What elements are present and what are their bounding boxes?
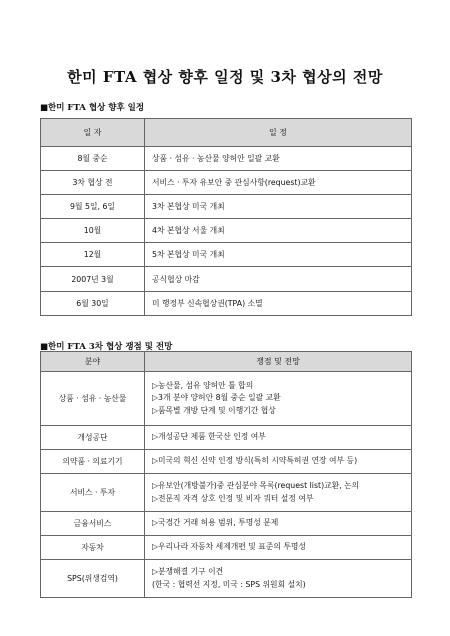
issue-point-line: ▷유보안(개방불가)중 관심분야 목록(request list)교환, 논의 xyxy=(152,481,360,490)
table-row xyxy=(41,536,412,560)
schedule-event-cell: 서비스 · 투자 유보안 중 관심사항(request)교환 xyxy=(145,171,412,195)
issue-points-cell xyxy=(145,450,412,474)
issue-points-cell xyxy=(145,560,412,598)
table-row xyxy=(41,195,412,219)
schedule-col-event: 일 정 xyxy=(145,119,412,147)
schedule-date-cell: 6월 30일 xyxy=(41,291,145,315)
issues-table xyxy=(40,351,412,598)
table-row xyxy=(41,450,412,474)
issue-point-line: ▷국경간 거래 허용 범위, 투명성 문제 xyxy=(152,518,279,528)
issue-points-cell xyxy=(145,426,412,450)
issue-point-line: ▷3개 분야 양허안 8월 중순 일괄 교환 xyxy=(152,393,281,403)
issue-field-cell: 개성공단 xyxy=(41,426,145,450)
schedule-event-cell: 3차 본협상 미국 개최 xyxy=(145,195,412,219)
table-row xyxy=(41,291,412,315)
table-row xyxy=(41,372,412,426)
issue-point-line: ▷미국의 혁신 신약 인정 방식(특히 시약특허권 연장 여부 등) xyxy=(152,456,358,466)
table-row xyxy=(41,512,412,536)
table-row xyxy=(41,474,412,512)
table-row xyxy=(41,171,412,195)
issue-point-line: ▷품목별 개방 단계 및 이행기간 협상 xyxy=(152,405,276,415)
issue-field-cell: 상품 · 섬유 · 농산물 xyxy=(41,372,145,426)
schedule-event-cell: 공식협상 마감 xyxy=(145,267,412,291)
issue-point-line: ▷분쟁해결 기구 이견 xyxy=(152,567,224,576)
issue-points-cell xyxy=(145,474,412,512)
table-row xyxy=(41,219,412,243)
schedule-col-date: 일 자 xyxy=(41,119,145,147)
page-title: 한미 FTA 협상 향후 일정 및 3차 협상의 전망 xyxy=(67,68,383,86)
issue-field-cell: 서비스 · 투자 xyxy=(41,474,145,512)
issue-field-cell: 자동차 xyxy=(41,536,145,560)
schedule-event-cell: 4차 본협상 서울 개최 xyxy=(145,219,412,243)
issue-field-cell: SPS(위생검역) xyxy=(41,560,145,598)
schedule-header-row xyxy=(41,119,412,147)
issue-point-line: ▷전문직 자격 상호 인정 및 비자 쿼터 설정 여부 xyxy=(152,493,314,503)
table-row xyxy=(41,426,412,450)
schedule-date-cell: 10월 xyxy=(41,219,145,243)
schedule-date-cell: 2007년 3월 xyxy=(41,267,145,291)
issues-header-row xyxy=(41,352,412,372)
schedule-date-cell: 12월 xyxy=(41,243,145,267)
issues-col-points: 쟁점 및 전망 xyxy=(145,352,412,372)
schedule-date-cell: 8월 중순 xyxy=(41,147,145,171)
schedule-event-cell: 상품 · 섬유 · 농산물 양허안 일괄 교환 xyxy=(145,147,412,171)
issue-point-line: (한국 : 협력선 지정, 미국 : SPS 위원회 설치) xyxy=(152,579,306,589)
table-row xyxy=(41,147,412,171)
issues-heading: ■한미 FTA 3차 협상 쟁점 및 전망 xyxy=(40,342,173,352)
schedule-table xyxy=(40,118,412,316)
issue-point-line: ▷우리나라 자동차 세제개편 및 표준의 투명성 xyxy=(152,542,306,552)
issue-points-cell xyxy=(145,372,412,426)
schedule-date-cell: 9월 5일, 6일 xyxy=(41,195,145,219)
table-row xyxy=(41,560,412,598)
issue-point-line: ▷개성공단 제품 한국산 인정 여부 xyxy=(152,432,266,442)
table-row xyxy=(41,243,412,267)
issue-points-cell xyxy=(145,512,412,536)
issue-field-cell: 의약품 · 의료기기 xyxy=(41,450,145,474)
schedule-event-cell: 5차 본협상 미국 개최 xyxy=(145,243,412,267)
table-row xyxy=(41,267,412,291)
issue-field-cell: 금융서비스 xyxy=(41,512,145,536)
issues-col-field: 분야 xyxy=(41,352,145,372)
schedule-event-cell: 미 행정부 신속협상권(TPA) 소멸 xyxy=(145,291,412,315)
schedule-heading: ■한미 FTA 협상 향후 일정 xyxy=(40,103,145,113)
issue-points-cell xyxy=(145,536,412,560)
issue-point-line: ▷농산물, 섬유 양허안 틀 합의 xyxy=(152,380,254,390)
schedule-date-cell: 3차 협상 전 xyxy=(41,171,145,195)
